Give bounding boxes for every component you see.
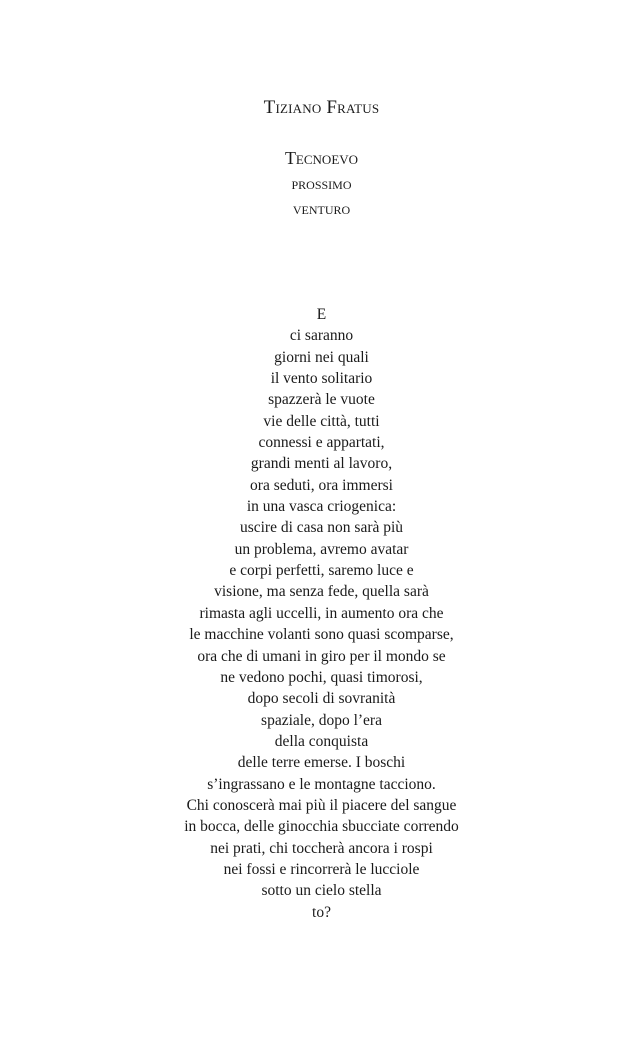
- poem-line: ora seduti, ora immersi: [250, 476, 393, 494]
- poem-line: E: [316, 306, 327, 323]
- poem-line: spazzerà le vuote: [268, 391, 375, 409]
- poem-line: connessi e appartati,: [258, 434, 385, 452]
- poem-line: grandi menti al lavoro,: [250, 455, 393, 473]
- poem-line: Chi conoscerà mai più il piacere del sangue: [186, 796, 457, 814]
- poem-line: della conquista: [274, 732, 369, 750]
- title-line: Tecnoevo: [284, 148, 359, 168]
- title-line: prossimo: [291, 174, 352, 193]
- poem-line: delle terre emerse. I boschi: [237, 754, 406, 772]
- poem-title: [0, 146, 643, 221]
- poem-line: in bocca, delle ginocchia sbucciate correndo: [184, 818, 459, 836]
- poem-line: dopo secoli di sovranità: [247, 690, 396, 708]
- author-name: Tiziano Fratus: [263, 97, 380, 118]
- poem-line: il vento solitario: [270, 370, 373, 388]
- title-line: venturo: [292, 199, 351, 218]
- poem-line: nei prati, chi toccherà ancora i rospi: [210, 839, 433, 857]
- poem-line: rimasta agli uccelli, in aumento ora che: [199, 604, 444, 622]
- poem-line: sotto un cielo stella: [261, 882, 382, 900]
- poem-line: to?: [312, 903, 331, 921]
- poem-line: in una vasca criogenica:: [246, 498, 397, 516]
- poem-line: le macchine volanti sono quasi scomparse,: [189, 626, 454, 644]
- poem-line: ora che di umani in giro per il mondo se: [197, 647, 446, 665]
- poem-line: ne vedono pochi, quasi timorosi,: [220, 668, 423, 686]
- poem-line: uscire di casa non sarà più: [239, 519, 404, 537]
- poem-line: spaziale, dopo l’era: [261, 711, 382, 729]
- poem-line: ci saranno: [289, 327, 354, 345]
- poem-line: un problema, avremo avatar: [234, 540, 409, 558]
- poem-line: visione, ma senza fede, quella sarà: [214, 583, 429, 601]
- poem-line: vie delle città, tutti: [263, 412, 380, 430]
- poem-line: nei fossi e rincorrerà le lucciole: [223, 860, 420, 878]
- poem-line: e corpi perfetti, saremo luce e: [229, 562, 414, 580]
- poem-line: s’ingrassano e le montagne tacciono.: [207, 775, 436, 793]
- poem-body: [0, 304, 643, 923]
- poem-line: giorni nei quali: [274, 348, 369, 366]
